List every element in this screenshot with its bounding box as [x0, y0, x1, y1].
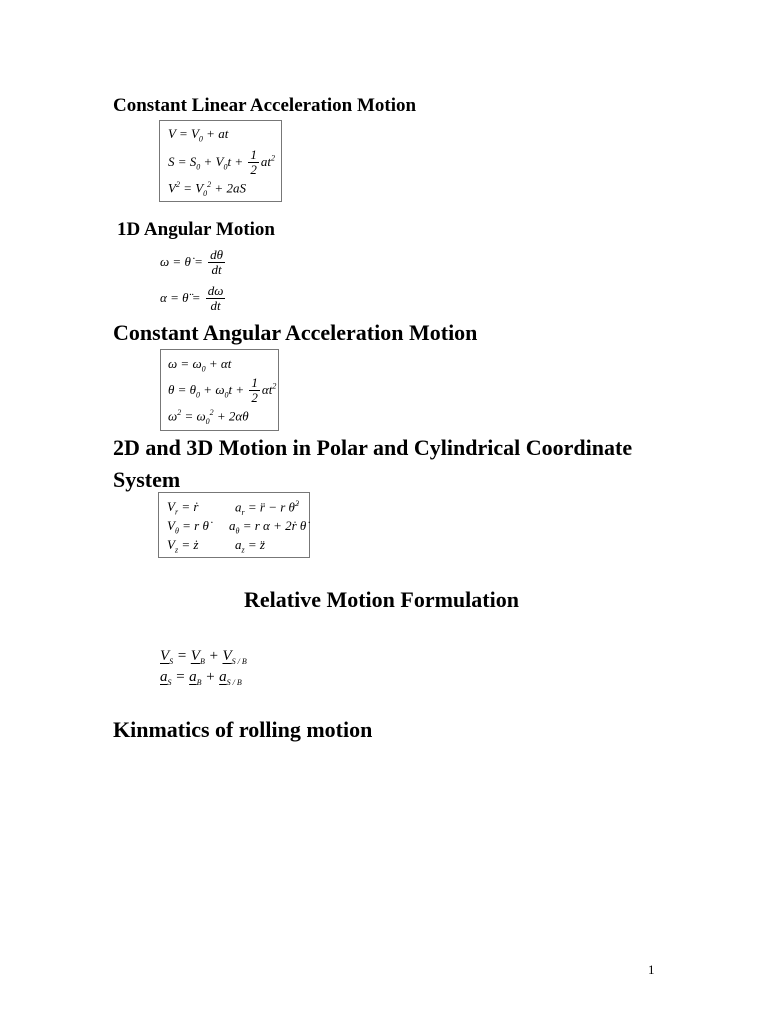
equation-theta: $\theta = \theta_0 + \omega_0t$ + $\frac{1}{2}$ $\alpha t^2$ [168, 375, 277, 406]
equation-angular-velocity: ω = θ̇ = $\frac{d\theta}{dt}$ [160, 247, 223, 278]
equation-omega: $\omega = \omega_0 + \alpha t$ [168, 356, 232, 374]
heading-1d-angular: 1D Angular Motion [117, 219, 276, 240]
equation-az: $a_z$ = z̈ [235, 537, 265, 555]
equation-velocity: $V = V_0$ + at [168, 126, 229, 144]
heading-relative-motion: Relative Motion Formulation [244, 587, 519, 612]
equation-angular-acceleration: α = θ̈ = $\frac{d\omega}{dt}$ [160, 283, 224, 314]
equation-vz: $V_z$ = ż [167, 537, 199, 555]
equation-displacement: $S = S_0 + V_0t$ + $\frac{1}{2}$ $at^2$ [168, 147, 276, 178]
equation-omega-squared: $\omega^2 = \omega_0^2 + 2\alpha\theta$ [168, 408, 249, 426]
equation-ar: $a_r$ = r̈ − r θ̇$^2$ [235, 499, 299, 517]
equation-velocity-squared: $V^2 = V_0^2 + 2aS$ [168, 180, 246, 198]
equation-atheta: $a_\theta = r$ α + 2ṙ θ̇ [229, 518, 307, 536]
linear-equations-box [159, 120, 282, 202]
heading-linear-acceleration: Constant Linear Acceleration Motion [113, 95, 417, 116]
angular-equations-box [160, 349, 279, 431]
equation-relative-velocity: $V_S = V_B + V_{S / B}$ [160, 648, 247, 666]
equation-vtheta: $V_\theta = r$ θ̇ [167, 518, 209, 536]
polar-equations-box [158, 492, 310, 558]
heading-rolling-motion: Kinmatics of rolling motion [113, 717, 373, 742]
equation-vr: $V_r$ = ṙ [167, 499, 199, 517]
page-number: 1 [648, 962, 655, 977]
equation-relative-acceleration: $a_S = a_B + a_{S / B}$ [160, 669, 242, 687]
heading-polar-cylindrical: 2D and 3D Motion in Polar and Cylindrical Coordinate System [113, 435, 633, 492]
heading-constant-angular: Constant Angular Acceleration Motion [113, 320, 478, 345]
